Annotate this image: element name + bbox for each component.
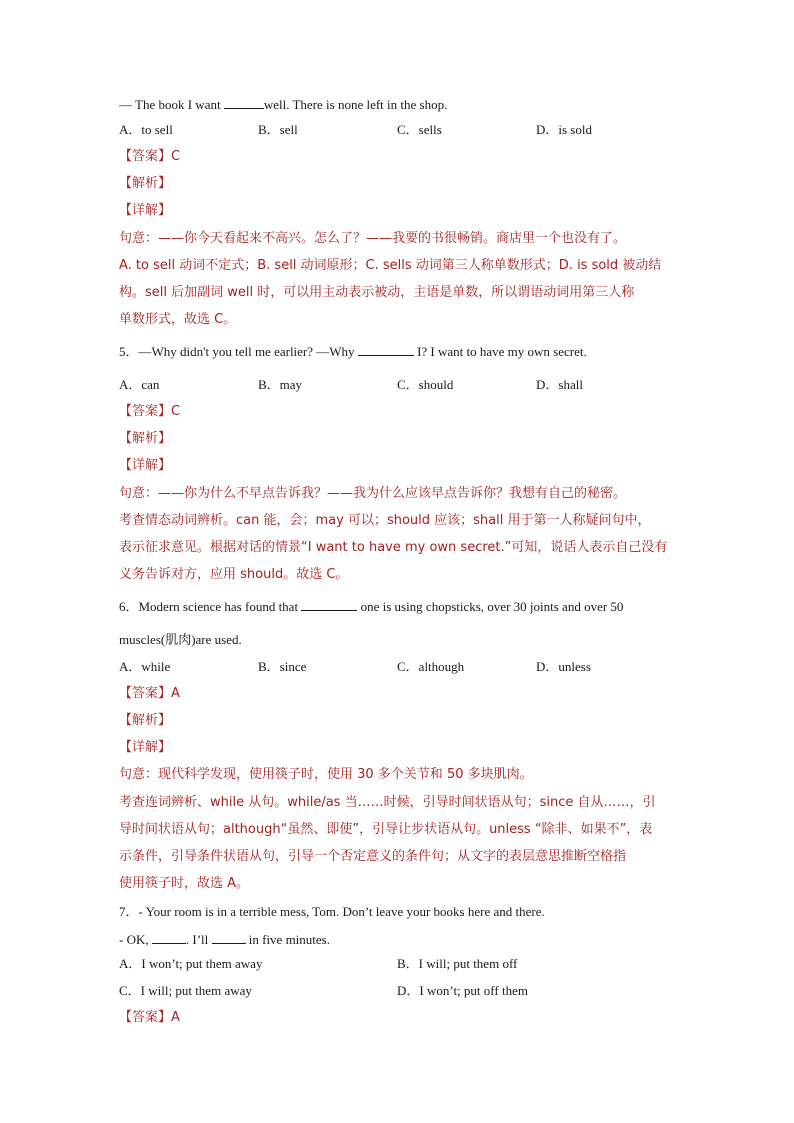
- question-5-meaning: 句意：——你为什么不早点告诉我？——我为什么应该早点告诉你？我想有自己的秘密。: [119, 486, 627, 501]
- question-7-option-c: C．I will; put them away: [119, 983, 252, 998]
- question-4-stem: [119, 96, 447, 113]
- answer-blank: [358, 343, 414, 356]
- question-6-option-d: D．unless: [536, 659, 591, 674]
- question-4-detail-label: 【详解】: [119, 203, 172, 218]
- question-7-response: [119, 931, 330, 948]
- question-5-analysis-label: 【解析】: [119, 431, 172, 446]
- question-6-option-b: B．since: [258, 659, 307, 674]
- answer-blank: [212, 931, 246, 944]
- question-6-explanation-line: 考查连词辨析、while 从句。while/as 当……时候，引导时间状语从句；since 自从……，引: [119, 795, 656, 810]
- answer-blank: [224, 96, 264, 109]
- question-5-stem-part1: 5．—Why didn't you tell me earlier? —Why: [119, 344, 358, 359]
- question-7-option-a: A．I won’t; put them away: [119, 956, 263, 971]
- question-6-stem: [119, 598, 623, 615]
- question-7-response-part3: in five minutes.: [245, 932, 330, 947]
- question-5-detail-label: 【详解】: [119, 458, 172, 473]
- question-5-stem: [119, 343, 587, 360]
- question-7-answer: 【答案】A: [119, 1010, 180, 1025]
- question-5-answer: 【答案】C: [119, 404, 181, 419]
- question-4-explanation-line: A. to sell 动词不定式；B. sell 动词原形；C. sells 动词第三人称单数形式；D. is sold 被动结: [119, 258, 662, 273]
- question-4-explanation-line: 单数形式，故选 C。: [119, 312, 237, 327]
- question-6-stem-part1: 6．Modern science has found that: [119, 599, 302, 614]
- question-6-detail-label: 【详解】: [119, 740, 172, 755]
- answer-blank: [301, 598, 357, 611]
- question-4-option-d: D．is sold: [536, 122, 592, 137]
- question-5-explanation-line: 表示征求意见。根据对话的情景“I want to have my own secret.”可知，说话人表示自己没有: [119, 540, 668, 555]
- question-6-meaning: 句意：现代科学发现，使用筷子时，使用 30 多个关节和 50 多块肌肉。: [119, 767, 533, 782]
- question-7-option-d: D．I won’t; put off them: [397, 983, 528, 998]
- question-5-explanation-line: 义务告诉对方，应用 should。故选 C。: [119, 567, 349, 582]
- question-6-option-c: C．although: [397, 659, 465, 674]
- question-4-option-c: C．sells: [397, 122, 442, 137]
- question-5-option-b: B．may: [258, 377, 303, 392]
- question-6-stem-part2: one is using chopsticks, over 30 joints and over 50: [357, 599, 624, 614]
- question-6-option-a: A．while: [119, 659, 171, 674]
- question-7-response-part2: . I’ll: [185, 932, 212, 947]
- question-4-option-a: A．to sell: [119, 122, 173, 137]
- question-5-stem-part2: I? I want to have my own secret.: [413, 344, 587, 359]
- question-7-option-b: B．I will; put them off: [397, 956, 518, 971]
- question-7-response-part1: - OK,: [119, 932, 152, 947]
- answer-blank: [152, 931, 186, 944]
- question-4-explanation-line: 构。sell 后加副词 well 时，可以用主动表示被动，主语是单数，所以谓语动词用第三人称: [119, 285, 635, 300]
- question-6-explanation-line: 导时间状语从句；although“虽然、即使”，引导让步状语从句。unless “除非、如果不”，表: [119, 822, 653, 837]
- question-6-explanation-line: 示条件，引导条件状语从句，引导一个否定意义的条件句；从文字的表层意思推断空格指: [119, 849, 627, 864]
- question-4-analysis-label: 【解析】: [119, 176, 172, 191]
- question-4-stem-part1: — The book I want: [119, 97, 224, 112]
- question-5-option-a: A．can: [119, 377, 160, 392]
- question-6-analysis-label: 【解析】: [119, 713, 172, 728]
- question-7-stem: 7．- Your room is in a terrible mess, Tom. Don’t leave your books here and there.: [119, 904, 545, 919]
- question-6-stem-continued: muscles(肌肉)are used.: [119, 632, 242, 647]
- question-6-explanation-line: 使用筷子时，故选 A。: [119, 876, 250, 891]
- question-4-stem-part2: well. There is none left in the shop.: [263, 97, 448, 112]
- question-4-answer: 【答案】C: [119, 149, 181, 164]
- question-5-option-d: D．shall: [536, 377, 583, 392]
- question-5-explanation-line: 考查情态动词辨析。can 能，会；may 可以；should 应该；shall 用于第一人称疑问句中，: [119, 513, 651, 528]
- question-4-option-b: B．sell: [258, 122, 298, 137]
- question-6-answer: 【答案】A: [119, 686, 180, 701]
- question-5-option-c: C．should: [397, 377, 454, 392]
- question-4-meaning: 句意：——你今天看起来不高兴。怎么了？——我要的书很畅销。商店里一个也没有了。: [119, 231, 627, 246]
